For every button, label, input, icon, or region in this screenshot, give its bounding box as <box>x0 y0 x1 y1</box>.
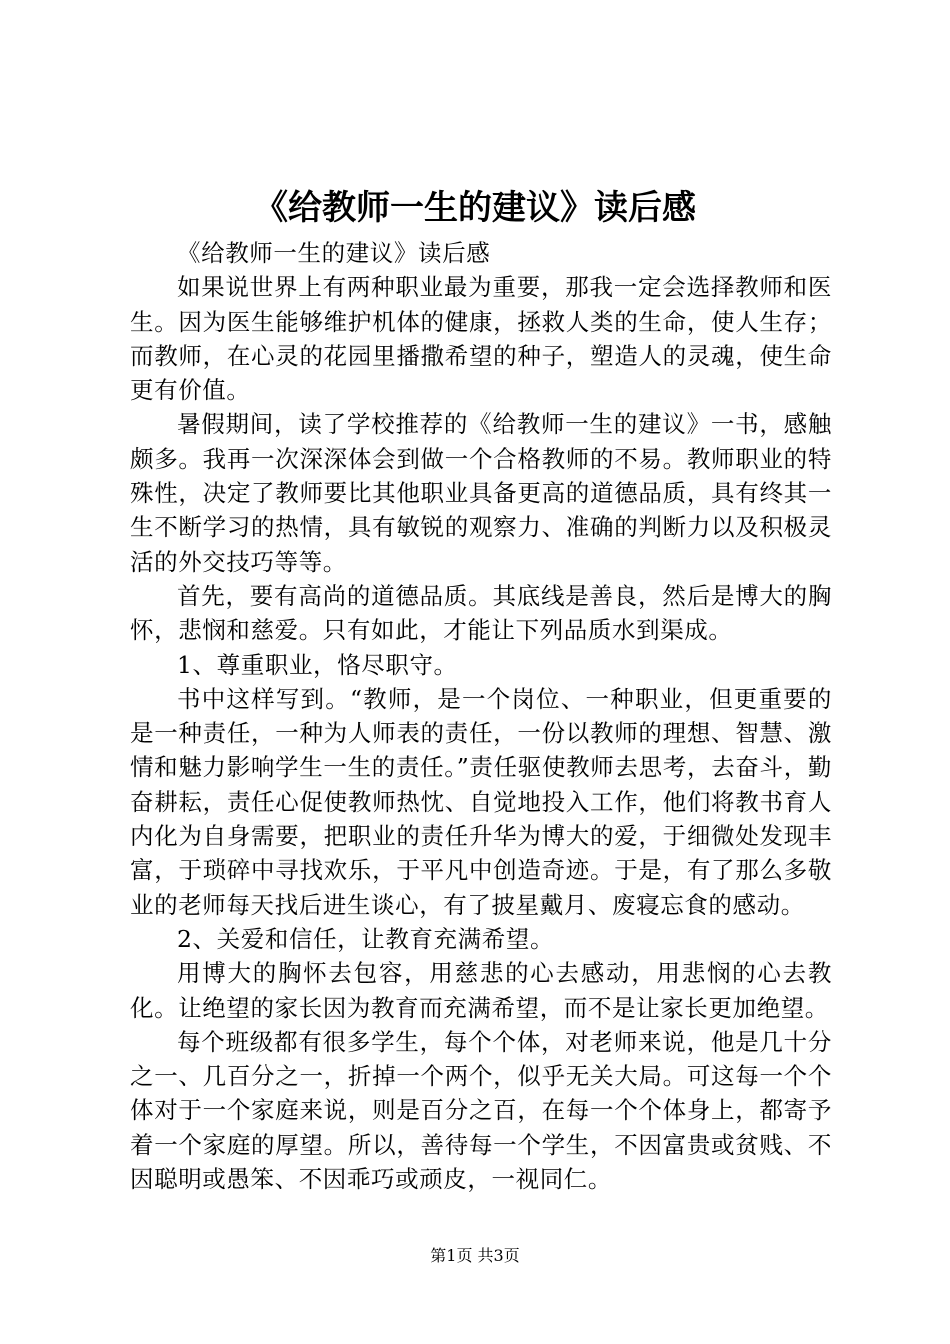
paragraph: 书中这样写到。“教师，是一个岗位、一种职业，但更重要的是一种责任，一种为人师表的责任，一份以教师的理想、智慧、激情和魅力影响学生一生的责任。”责任驱使教师去思考，去奋斗，勤奋耕耘，责任心促使教师热忱、自觉地投入工作，他们将教书育人内化为自身需要，把职业的责任升华为博大的爱，于细微处发现丰富，于琐碎中寻找欢乐，于平凡中创造奇迹。于是，有了那么多敬业的老师每天找后进生谈心，有了披星戴月、废寝忘食的感动。 <box>130 684 832 919</box>
paragraph: 首先，要有高尚的道德品质。其底线是善良，然后是博大的胸怀，悲悯和慈爱。只有如此，才能让下列品质水到渠成。 <box>130 581 832 645</box>
paragraph: 每个班级都有很多学生，每个个体，对老师来说，他是几十分之一、几百分之一，折掉一个两个，似乎无关大局。可这每一个个体对于一个家庭来说，则是百分之百，在每一个个体身上，都寄予着一个家庭的厚望。所以，善待每一个学生，不因富贵或贫贱、不因聪明或愚笨、不因乖巧或顽皮，一视同仁。 <box>130 1027 832 1194</box>
page-number-footer: 第1页 共3页 <box>430 1246 520 1265</box>
paragraph: 如果说世界上有两种职业最为重要，那我一定会选择教师和医生。因为医生能够维护机体的健康，拯救人类的生命，使人生存；而教师，在心灵的花园里播撒希望的种子，塑造人的灵魂，使生命更有价值。 <box>130 273 832 405</box>
document-body <box>130 236 832 1196</box>
paragraph: 暑假期间，读了学校推荐的《给教师一生的建议》一书，感触颇多。我再一次深深体会到做一个合格教师的不易。教师职业的特殊性，决定了教师要比其他职业具备更高的道德品质，具有终其一生不断学习的热情，具有敏锐的观察力、准确的判断力以及积极灵活的外交技巧等等。 <box>130 410 832 576</box>
section-heading: 1、尊重职业，恪尽职守。 <box>177 650 458 679</box>
paragraph-subtitle: 《给教师一生的建议》读后感 <box>177 239 491 267</box>
section-heading: 2、关爱和信任，让教育充满希望。 <box>177 924 555 953</box>
document-title: 《给教师一生的建议》读后感 <box>254 188 696 228</box>
paragraph: 用博大的胸怀去包容，用慈悲的心去感动，用悲悯的心去教化。让绝望的家长因为教育而充满希望，而不是让家长更加绝望。 <box>130 959 832 1022</box>
